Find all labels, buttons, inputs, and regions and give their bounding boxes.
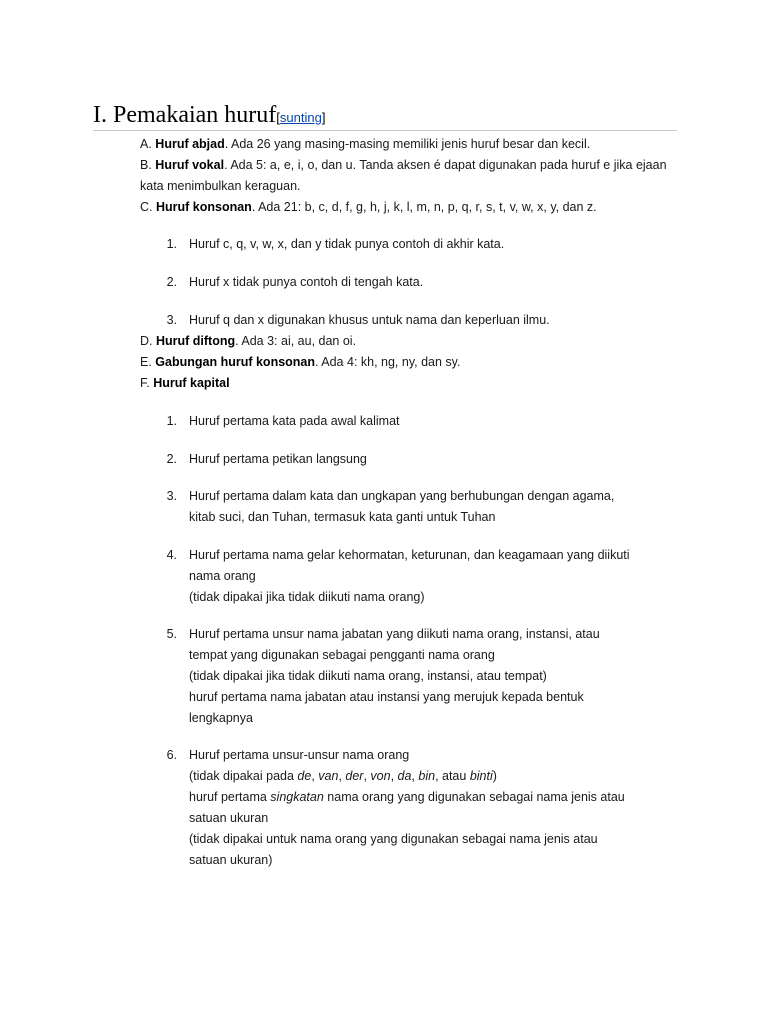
content-body — [140, 134, 680, 871]
text-run-italic: der — [345, 769, 364, 783]
para-text: . Ada 3: ai, au, dan oi. — [235, 334, 357, 348]
list-number: 5. — [166, 627, 177, 641]
para-prefix: E. — [140, 355, 156, 369]
heading-title: I. Pemakaian huruf — [93, 102, 277, 128]
section-heading — [93, 100, 677, 131]
list-text-line: satuan ukuran — [189, 811, 269, 825]
para-text: . Ada 5: a, e, i, o, dan u. Tanda aksen é dapat digunakan pada huruf e jika ejaan kata menimbulkan keraguan. — [140, 158, 667, 193]
edit-link[interactable]: sunting — [279, 110, 322, 125]
text-run-italic: von — [370, 769, 391, 783]
text-run-italic: singkatan — [270, 790, 324, 804]
list-text-line: lengkapnya — [189, 711, 253, 725]
text-run-italic: bin — [418, 769, 436, 783]
list-text-line — [189, 766, 680, 787]
list-text-line — [189, 787, 680, 808]
para-text: . Ada 26 yang masing-masing memiliki jenis huruf besar dan kecil. — [224, 137, 591, 151]
para-prefix: B. — [140, 158, 156, 172]
edit-bracket-close: ] — [321, 110, 326, 125]
list-text-line: (tidak dipakai jika tidak diikuti nama orang, instansi, atau tempat) — [189, 669, 547, 683]
para-gabungan-konsonan — [140, 352, 680, 373]
list-text-line: tempat yang digunakan sebagai pengganti nama orang — [189, 648, 495, 662]
text-run: ) — [492, 769, 497, 783]
text-run-italic: binti — [469, 769, 493, 783]
list-text: Huruf x tidak punya contoh di tengah kata. — [189, 275, 424, 289]
list-text-line: kitab suci, dan Tuhan, termasuk kata ganti untuk Tuhan — [189, 510, 496, 524]
list-item — [140, 545, 680, 608]
para-term: Huruf diftong — [155, 334, 236, 348]
text-run-italic: van — [318, 769, 339, 783]
list-text-line: nama orang — [189, 569, 256, 583]
text-run: , — [411, 769, 419, 783]
list-item — [140, 272, 680, 293]
para-huruf-diftong — [140, 331, 680, 352]
text-run: , — [311, 769, 319, 783]
text-run: , — [363, 769, 371, 783]
list-text-line: Huruf pertama nama gelar kehormatan, keturunan, dan keagamaan yang diikuti — [189, 548, 630, 562]
list-text-line: satuan ukuran) — [189, 853, 273, 867]
para-huruf-kapital — [140, 373, 680, 394]
list-text: Huruf q dan x digunakan khusus untuk nama dan keperluan ilmu. — [189, 313, 550, 327]
para-huruf-konsonan — [140, 197, 680, 218]
list-item — [140, 234, 680, 255]
kapital-list — [140, 411, 680, 871]
para-term: Huruf kapital — [153, 376, 230, 390]
para-prefix: F. — [140, 376, 154, 390]
list-text-line: Huruf pertama unsur nama jabatan yang diikuti nama orang, instansi, atau — [189, 627, 600, 641]
list-item — [140, 745, 680, 871]
para-prefix: D. — [140, 334, 156, 348]
list-number: 2. — [166, 275, 177, 289]
text-run: nama orang yang digunakan sebagai nama jenis atau — [323, 790, 625, 804]
list-text-line: Huruf pertama unsur-unsur nama orang — [189, 748, 410, 762]
list-item — [140, 449, 680, 470]
list-item — [140, 624, 680, 729]
list-number: 1. — [166, 237, 177, 251]
list-text-line: (tidak dipakai jika tidak diikuti nama orang) — [189, 590, 425, 604]
para-term: Huruf konsonan — [155, 200, 252, 214]
text-run: , — [390, 769, 398, 783]
para-prefix: A. — [140, 137, 156, 151]
list-text: Huruf c, q, v, w, x, dan y tidak punya contoh di akhir kata. — [189, 237, 505, 251]
para-term: Huruf abjad — [155, 137, 225, 151]
para-term: Huruf vokal — [155, 158, 225, 172]
list-text-line: huruf pertama nama jabatan atau instansi yang merujuk kepada bentuk — [189, 690, 584, 704]
para-text: . Ada 21: b, c, d, f, g, h, j, k, l, m, n, p, q, r, s, t, v, w, x, y, dan z. — [251, 200, 597, 214]
text-run: huruf pertama — [189, 790, 271, 804]
konsonan-list — [140, 234, 680, 331]
list-text-line: Huruf pertama dalam kata dan ungkapan yang berhubungan dengan agama, — [189, 489, 615, 503]
text-run: (tidak dipakai pada — [189, 769, 298, 783]
text-run-italic: da — [397, 769, 412, 783]
list-text-line: (tidak dipakai untuk nama orang yang digunakan sebagai nama jenis atau — [189, 832, 598, 846]
list-item — [140, 411, 680, 432]
list-number: 2. — [166, 452, 177, 466]
para-huruf-vokal — [140, 155, 680, 197]
list-item — [140, 310, 680, 331]
list-number: 6. — [166, 748, 177, 762]
list-number: 1. — [166, 414, 177, 428]
text-run: , — [338, 769, 346, 783]
list-item — [140, 486, 680, 528]
para-text: . Ada 4: kh, ng, ny, dan sy. — [315, 355, 461, 369]
para-prefix: C. — [140, 200, 156, 214]
list-number: 4. — [166, 548, 177, 562]
para-huruf-abjad — [140, 134, 680, 155]
list-number: 3. — [166, 489, 177, 503]
edit-section — [276, 110, 325, 125]
list-number: 3. — [166, 313, 177, 327]
para-term: Gabungan huruf konsonan — [155, 355, 316, 369]
text-run-italic: de — [297, 769, 312, 783]
list-text: Huruf pertama petikan langsung — [189, 452, 367, 466]
list-text: Huruf pertama kata pada awal kalimat — [189, 414, 400, 428]
edit-bracket-open: [ — [276, 110, 280, 125]
text-run: , atau — [435, 769, 470, 783]
